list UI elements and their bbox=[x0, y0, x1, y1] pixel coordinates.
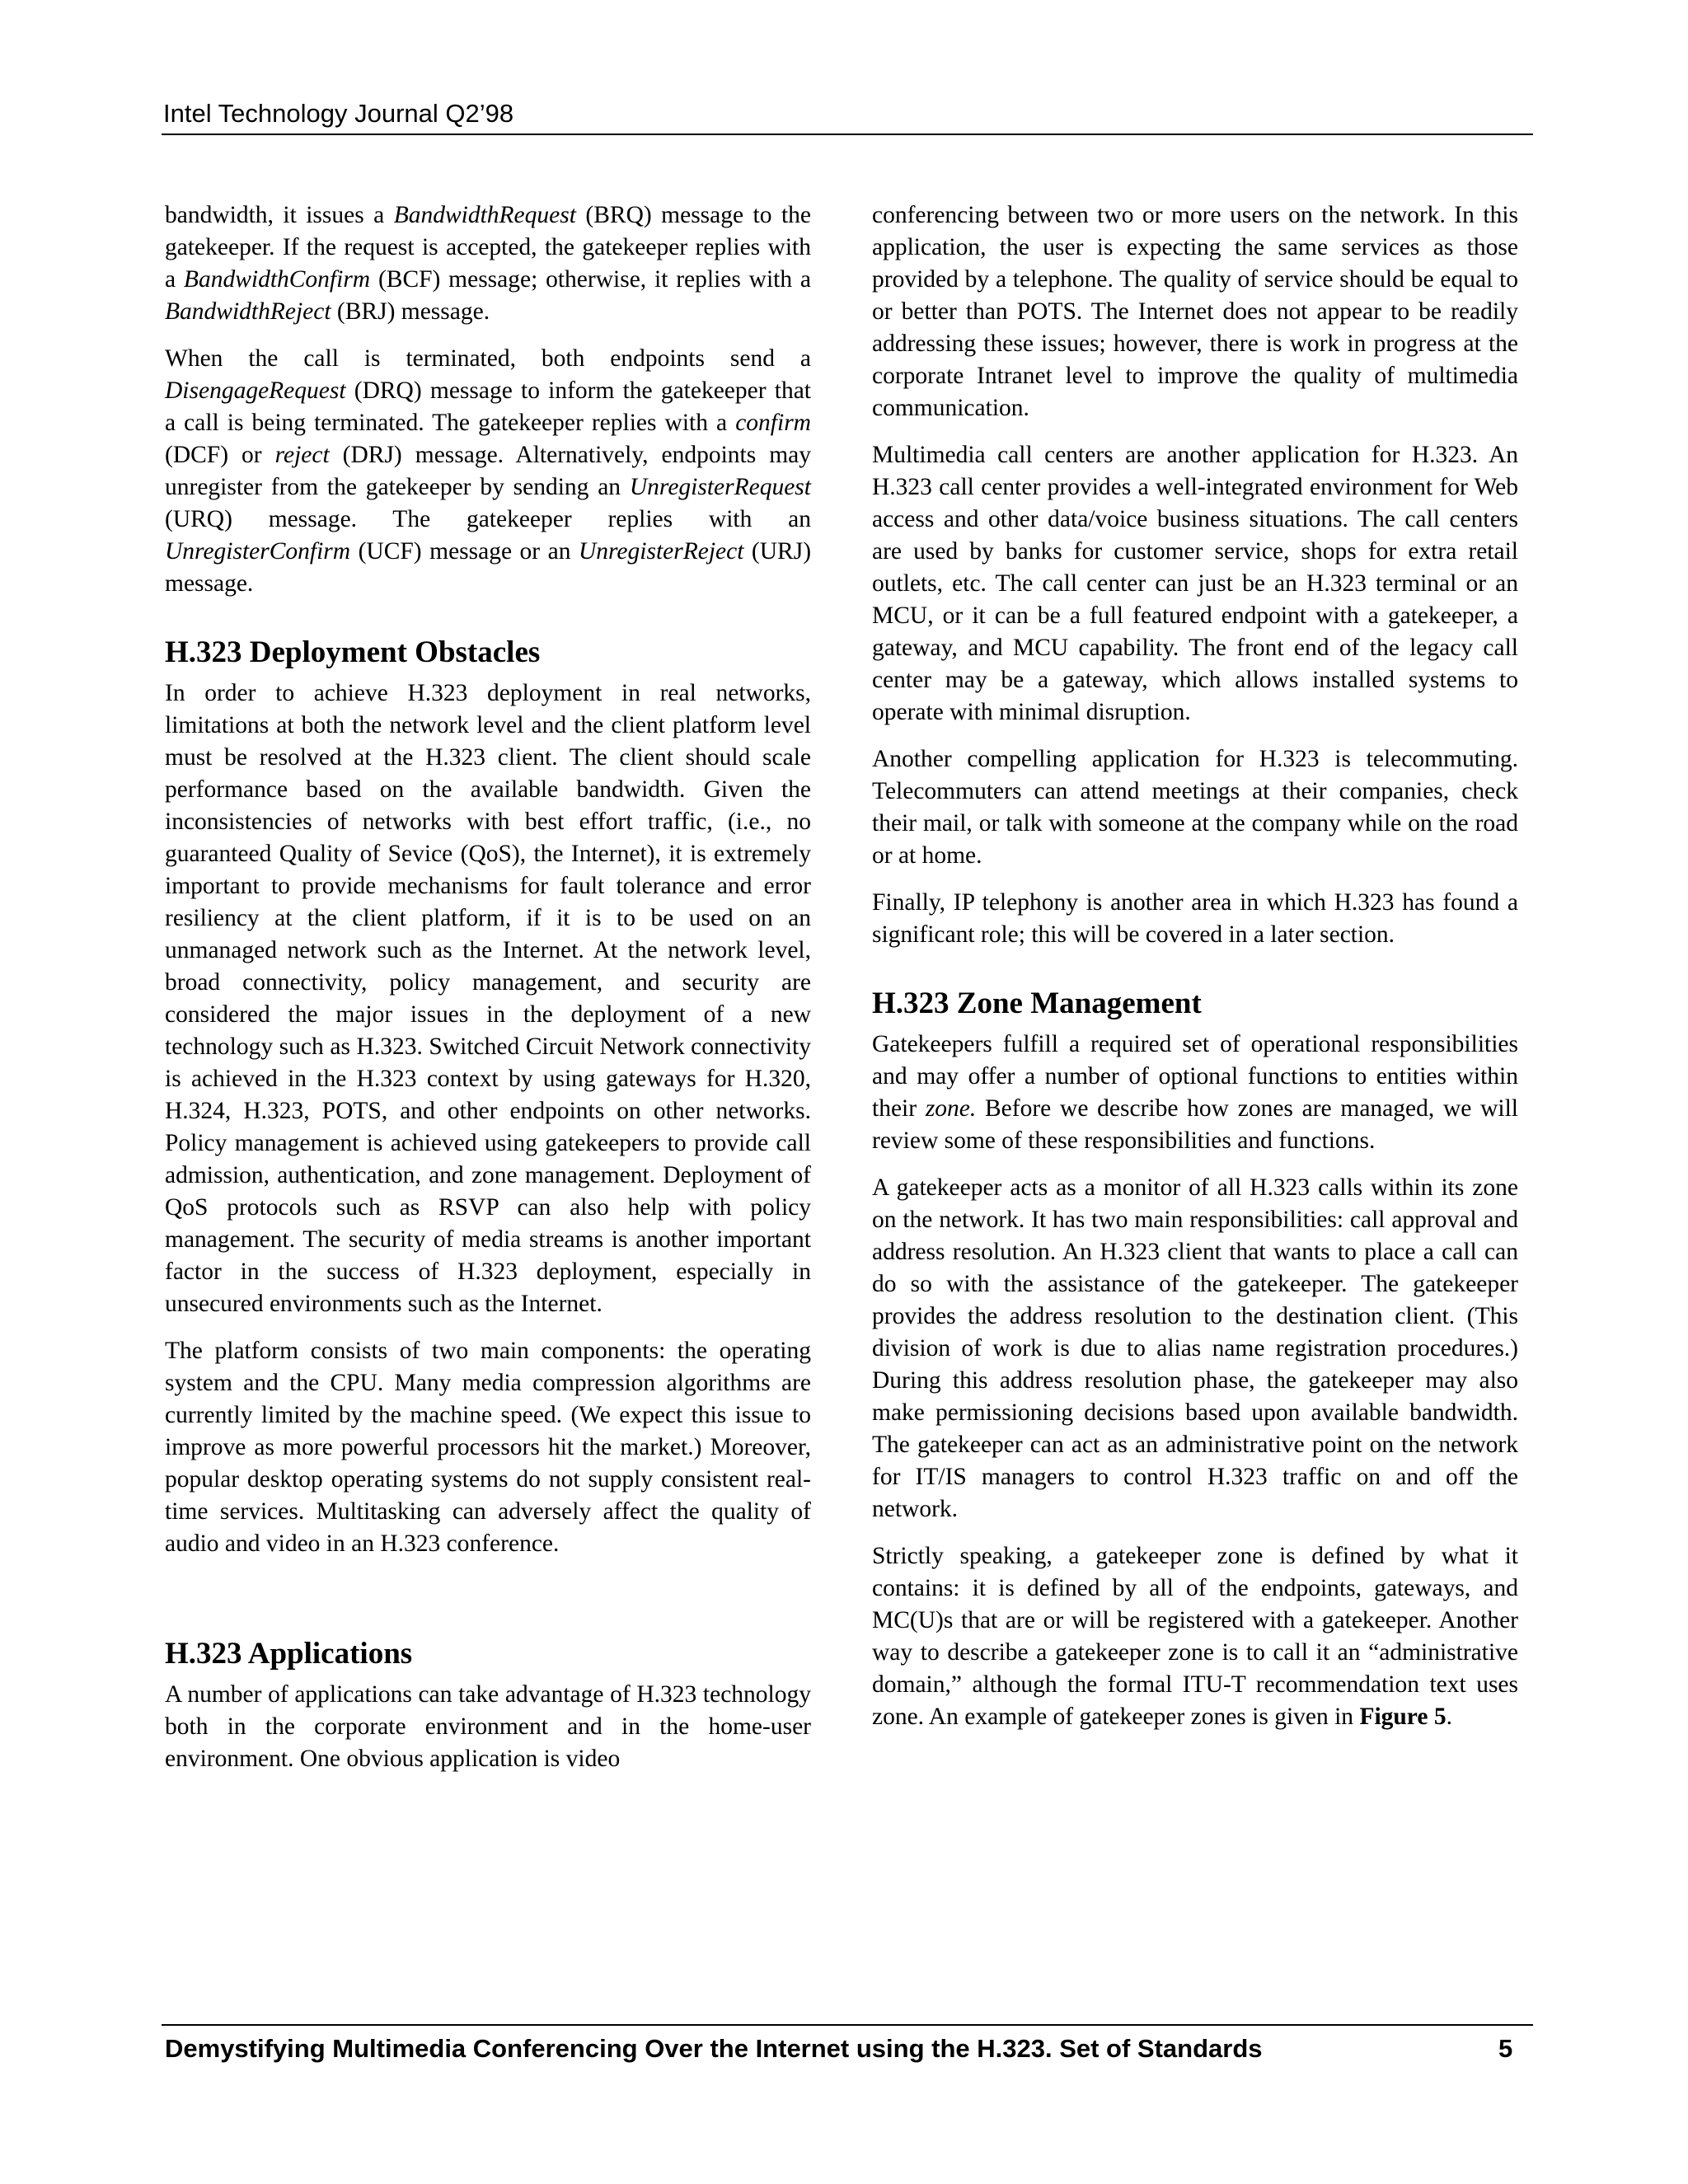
footer-title: Demystifying Multimedia Conferencing Over the Internet using the H.323. Set of Standards bbox=[165, 2034, 1263, 2063]
paragraph: Gatekeepers fulfill a required set of operational responsibilities and may offer a number of optional functions to entities within their zone. Before we describe how zones are managed, we will review some of these responsibilities and functions. bbox=[872, 1031, 1519, 1154]
paragraph: In order to achieve H.323 deployment in real networks, limitations at both the network level and the client platform level must be resolved at the H.323 client. The client should scale performance based on the available bandwidth. Given the inconsistencies of networks with best effort traffic, (i.e., no guaranteed Quality of Sevice (QoS), the Internet), it is extremely important to provide mechanisms for fault tolerance and error resiliency at the client platform, if it is to be used on an unmanaged network such as the Internet. At the network level, broad connectivity, policy management, and security are considered the major issues in the deployment of a new technology such as H.323. Switched Circuit Network connectivity is achieved in the H.323 context by using gateways for H.320, H.324, H.323, POTS, and other endpoints on other networks. Policy management is achieved using gatekeepers to provide call admission, authentication, and zone management. Deployment of QoS protocols such as RSVP can also help with policy management. The security of media streams is another important factor in the success of H.323 deployment, especially in unsecured environments such as the Internet. bbox=[165, 680, 811, 1317]
section-heading-deployment-obstacles: H.323 Deployment Obstacles bbox=[165, 635, 541, 669]
running-header: Intel Technology Journal Q2’98 bbox=[163, 99, 514, 128]
right-column bbox=[872, 199, 1518, 1748]
paragraph: A number of applications can take advantage of H.323 technology both in the corporate environment and in the home-user environment. One obvious application is video bbox=[165, 1681, 811, 1772]
header-rule bbox=[162, 134, 1533, 135]
paragraph: A gatekeeper acts as a monitor of all H.323 calls within its zone on the network. It has two main responsibilities: call approval and address resolution. An H.323 client that wants to place a call can do so with the assistance of the gatekeeper. The gatekeeper provides the address resolution to the destination client. (This division of work is due to alias name registration procedures.) During this address resolution phase, the gatekeeper may also make permissioning decisions based upon available bandwidth. The gatekeeper can act as an administrative point on the network for IT/IS managers to control H.323 traffic on and off the network. bbox=[872, 1174, 1518, 1522]
paragraph: When the call is terminated, both endpoints send a DisengageRequest (DRQ) message to inform the gatekeeper that a call is being terminated. The gatekeeper replies with a confirm (DCF) or reject (DRJ) message. Alternatively, endpoints may unregister from the gatekeeper by sending an UnregisterRequest (URQ) message. The gatekeeper replies with an UnregisterConfirm (UCF) message or an UnregisterReject (URJ) message. bbox=[165, 345, 812, 597]
paragraph: The platform consists of two main components: the operating system and the CPU. Many media compression algorithms are currently limited by the machine speed. (We expect this issue to improve as more powerful processors hit the market.) Moreover, popular desktop operating systems do not supply consistent real-time services. Multitasking can adversely affect the quality of audio and video in an H.323 conference. bbox=[165, 1338, 811, 1557]
paragraph: Another compelling application for H.323 is telecommuting. Telecommuters can attend meetings at their companies, check their mail, or talk with someone at the company while on the road or at home. bbox=[872, 746, 1518, 869]
section-heading-applications: H.323 Applications bbox=[165, 1637, 413, 1671]
footer-rule bbox=[162, 2024, 1533, 2026]
paragraph: Multimedia call centers are another application for H.323. An H.323 call center provides a well-integrated environment for Web access and other data/voice business situations. The call centers are used by banks for customer service, shops for extra retail outlets, etc. The call center can just be an H.323 terminal or an MCU, or it can be a full featured endpoint with a gatekeeper, a gateway, and MCU capability. The front end of the legacy call center may be a gateway, which allows installed systems to operate with minimal disruption. bbox=[872, 442, 1518, 725]
section-heading-zone-management: H.323 Zone Management bbox=[872, 987, 1202, 1020]
paragraph: conferencing between two or more users on the network. In this application, the user is expecting the same services as those provided by a telephone. The quality of service should be equal to or better than POTS. The Internet does not appear to be readily addressing these issues; however, there is work in progress at the corporate Intranet level to improve the quality of multimedia communication. bbox=[872, 202, 1518, 421]
paragraph: bandwidth, it issues a BandwidthRequest (BRQ) message to the gatekeeper. If the request is accepted, the gatekeeper replies with a BandwidthConfirm (BCF) message; otherwise, it replies with a BandwidthReject (BRJ) message. bbox=[165, 202, 812, 325]
left-column bbox=[165, 199, 811, 1790]
paragraph: Strictly speaking, a gatekeeper zone is defined by what it contains: it is defined by all of the endpoints, gateways, and MC(U)s that are or will be registered with a gatekeeper. Another way to describe a gatekeeper zone is to call it an “administrative domain,” although the formal ITU-T recommendation text uses zone. An example of gatekeeper zones is given in Figure 5. bbox=[872, 1543, 1518, 1730]
figure-reference: Figure 5 bbox=[1359, 1704, 1447, 1730]
paragraph: Finally, IP telephony is another area in which H.323 has found a significant role; this will be covered in a later section. bbox=[872, 889, 1518, 948]
page-number: 5 bbox=[1498, 2034, 1513, 2063]
